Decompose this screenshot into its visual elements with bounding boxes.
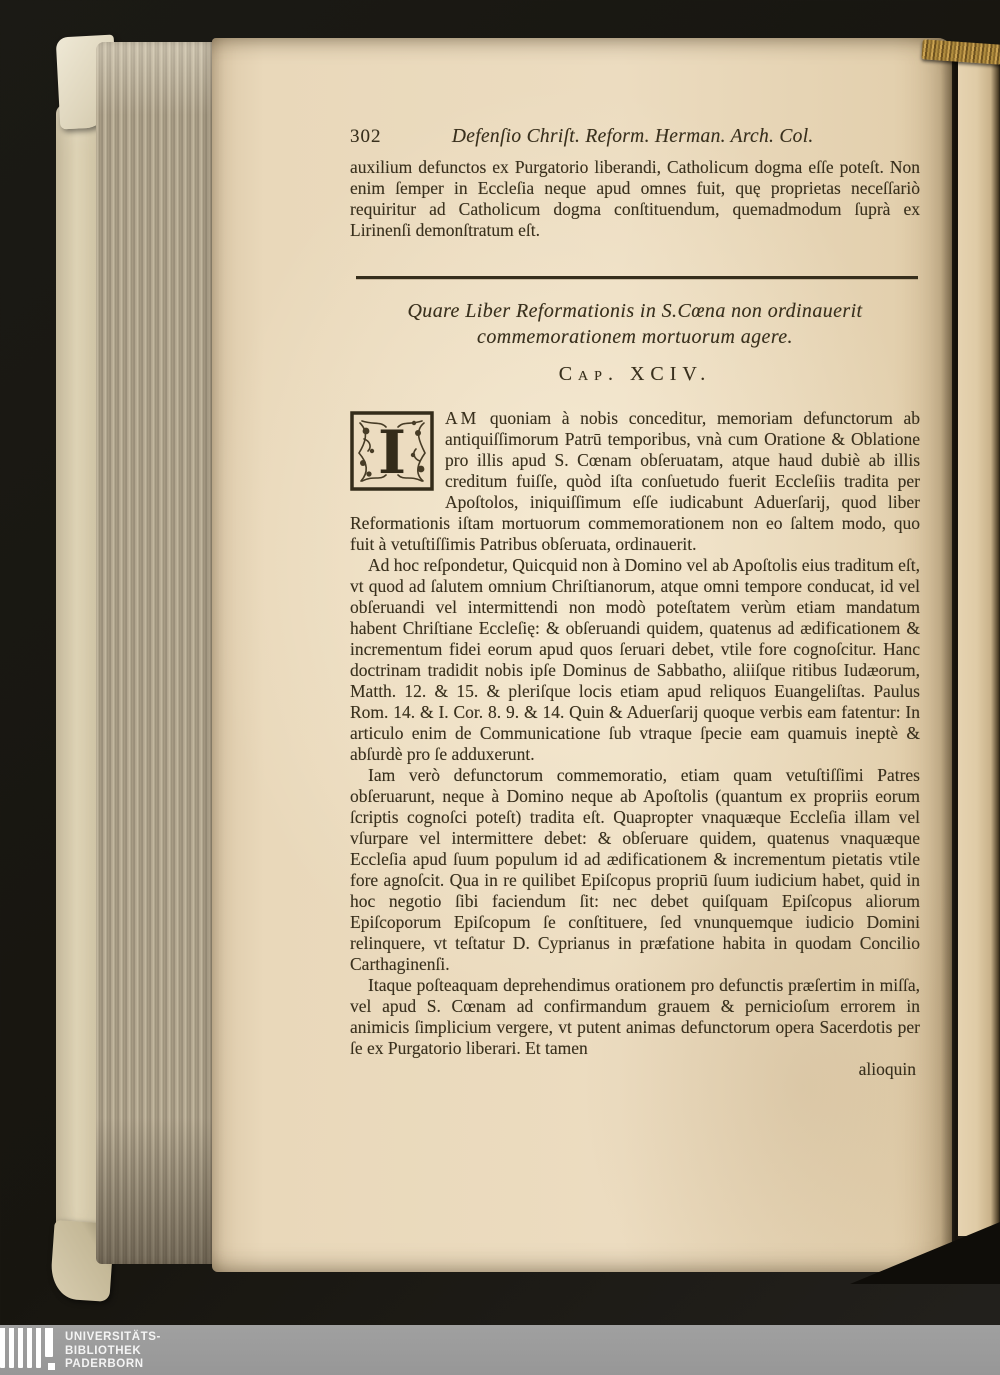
library-footer-bar — [0, 1325, 1000, 1375]
library-name-line3: PADERBORN — [65, 1358, 144, 1370]
paragraph-1 — [350, 408, 920, 555]
library-logo-bars-icon — [0, 1328, 55, 1372]
paragraph-intro: auxilium defunctos ex Purgatorio liberandi, Catholicum dogma eſſe poteſt. Non enim ſemper in Eccleſia neque apud omnes fuit, quę proprietas neceſſariò requiritur ad Catholicum dogma conſtituendum, quemadmodum ſuprà ex Lirinenſi demonſtratum eſt. — [350, 157, 920, 240]
paragraph-3: Iam verò defunctorum commemoratio, etiam quam vetuſtiſſimi Patres obſeruarunt, neque à Domino neque ab Apoſtolis (quantum ex propriis eorum ſcriptis cognoſci poteſt) tradita eſt. Quapropter vnaquæque Eccleſia illam vel vſurpare vel intermittere debet: & obſeruare quidem, quatenus vnaquæque Eccleſia apud ſuum populum id ad ædificationem & incrementum pietatis vtile fore agnoſcit. Qua in re quilibet Epiſcopus propriū ſuum iudicium habet, quid in hoc negotio ſibi faciendum ſit: nec debet quiſquam Epiſcopus aliorum Epiſcoporum Epiſcopum ſe conſtituere, ſed vnunquemque iudicio Domini relinquere, vt teſtatur D. Cyprianus in præfatione habita in quodam Concilio Carthaginenſi. — [350, 765, 920, 974]
library-name — [65, 1328, 161, 1372]
chapter-number-label: Cap. XCIV. — [558, 363, 712, 385]
chapter-heading-line2: commemorationem mortuorum agere. — [477, 326, 793, 348]
facing-page-edge — [958, 54, 1000, 1236]
drop-cap-letter: I — [377, 417, 407, 488]
paragraph-1-text: quoniam à nobis conceditur, memoriam defunctorum ab antiquiſſimorum Patrū temporibus, vnà cum Oratione & Oblatione pro illis apud S. Cœnam obſeruatam, atque haud dubiè ab illis creditum fuiſſe, quòd iſta conſuetudo fuerit Eccleſiis tradita per Apoſtolos, iniquiſſimum eſſe iudicabunt Aduerſarij, quod liber Reformationis iſtam mortuorum commemorationem non eo ſaltem modo, quo fuit à vetuſtiſſimis Patribus obſeruata, ordinauerit. — [350, 408, 920, 554]
book-page — [212, 38, 952, 1272]
page-number: 302 — [350, 126, 382, 147]
library-name-line2: BIBLIOTHEK — [65, 1344, 142, 1357]
paragraph-1-lead: AM — [445, 408, 480, 428]
paragraph-2: Ad hoc reſpondetur, Quicquid non à Domino vel ab Apoſtolis eius traditum eſt, vt quod ad ſalutem omnium Chriſtianorum, atque omni tempore conducat, id vel obſeruandi vel intermittendi non modò poteſtatem verùm etiam mandatum habent Chriſtiane Eccleſię: & obſeruandi quidem, quatenus ad ædificationem & incrementum fidei eorum apud quos ſeruari debet, vtile fore cognoſcitur. Hanc doctrinam tradidit nobis ipſe Dominus de Sabbatho, aliiſque ritibus Iudæorum, Matth. 12. & 15. & pleriſque locis etiam apud reliquos Euangeliſtas. Paulus Rom. 14. & I. Cor. 8. 9. & 14. Quin & Aduerſarij quoque verbis eam fatentur: In articulo enim de Communicatione ſub vtraque ſpecie eam quamuis ineptè & abſurdè pro ſe adduxerunt. — [350, 555, 920, 764]
decorative-woodcut-initial — [350, 411, 434, 491]
chapter-heading — [350, 298, 920, 350]
catchword: alioquin — [858, 1059, 916, 1079]
printed-text-block — [350, 126, 920, 1080]
page-header — [350, 126, 920, 150]
section-divider-rule — [356, 276, 918, 279]
library-name-line1: UNIVERSITÄTS- — [65, 1331, 161, 1343]
page-stack-fore-edge — [96, 42, 214, 1264]
paragraph-4: Itaque poſteaquam deprehendimus orationem pro defunctis præſertim in miſſa, vel apud S. Cœnam ad confirmandum grauem & pernicioſum errorem in animicis ſimplicium vergere, vt putent animas defunctorum opera Sacerdotis per ſe ex Purgatorio liberari. Et tamen — [350, 975, 920, 1058]
chapter-heading-line1: Quare Liber Reformationis in S.Cœna non ordinauerit — [407, 300, 863, 322]
library-logo — [0, 1328, 161, 1372]
running-header: Defenſio Chriſt. Reform. Herman. Arch. Col. — [451, 126, 814, 147]
